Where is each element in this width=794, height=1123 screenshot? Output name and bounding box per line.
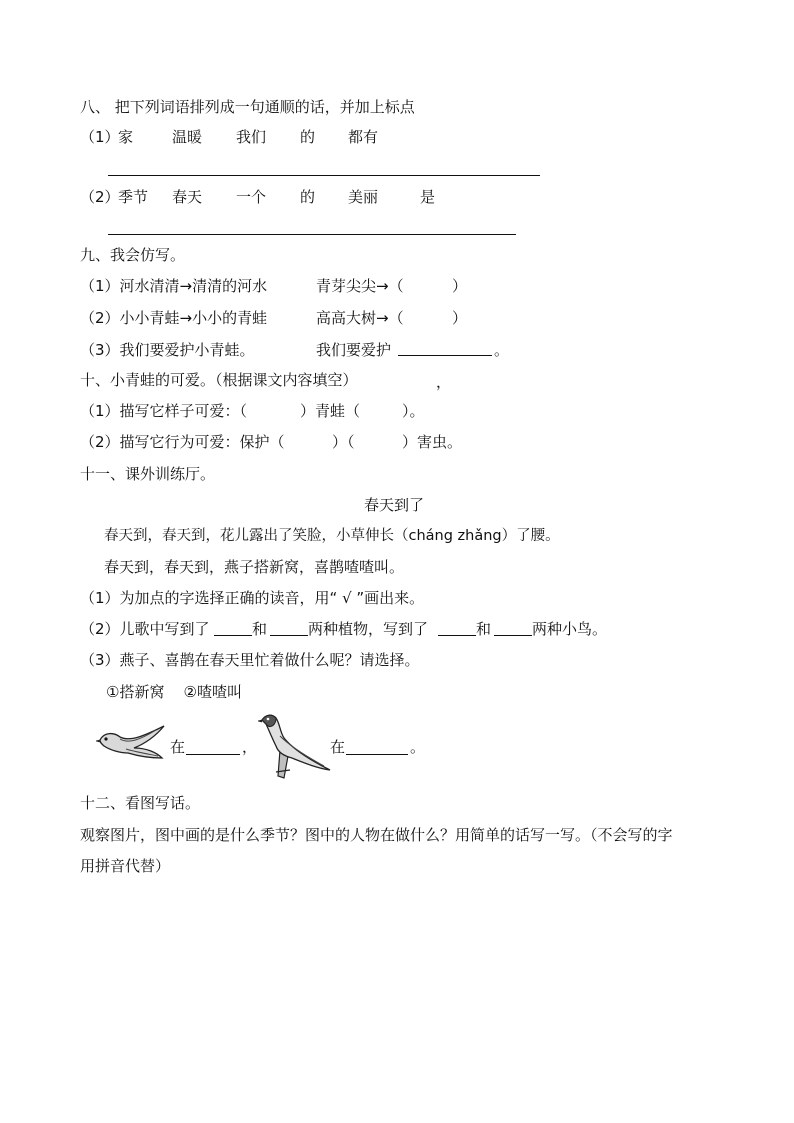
q8-item2-word: 的 — [300, 188, 316, 206]
q8-item1-number: （1） — [80, 128, 120, 146]
q10-line2-end: ）害虫。 — [402, 433, 463, 451]
swallow-answer-label: 在 — [170, 738, 186, 756]
q8-item1-answer-line[interactable] — [108, 175, 540, 176]
poem-title: 春天到了 — [364, 496, 425, 514]
q10-line2-mid: ）（ — [332, 433, 355, 451]
q8-title: 八、 把下列词语排列成一句通顺的话，并加上标点 — [80, 98, 415, 116]
q10-line1-start: （1）描写它样子可爱：（ — [80, 402, 248, 420]
swallow-icon — [96, 722, 168, 764]
q11-end: 。 — [410, 738, 426, 756]
q8-item2-answer-line[interactable] — [108, 234, 516, 235]
q9-prompt3-end: 。 — [494, 341, 510, 359]
q11-sub1: （1）为加点的字选择正确的读音，用“ √ ”画出来。 — [80, 589, 425, 607]
q9-title: 九、我会仿写。 — [80, 246, 186, 264]
magpie-icon — [258, 712, 334, 780]
q8-item2-word: 美丽 — [348, 188, 379, 206]
q11-sub2-end: 两种小鸟。 — [532, 620, 608, 638]
q12-instructions-line1: 观察图片，图中画的是什么季节？图中的人物在做什么？用简单的话写一写。（不会写的字 — [80, 826, 673, 844]
q9-example3: （3）我们要爱护小青蛙。 — [80, 341, 255, 359]
q8-item1-word: 都有 — [348, 128, 379, 146]
q8-item2-word: 是 — [420, 188, 436, 206]
q8-item2-word: 一个 — [236, 188, 267, 206]
q9-example2: （2）小小青蛙→小小的青蛙 — [80, 309, 268, 327]
q9-blank3[interactable] — [398, 355, 492, 356]
q12-title: 十二、看图写话。 — [80, 794, 201, 812]
q11-sub3: （3）燕子、喜鹊在春天里忙着做什么呢？请选择。 — [80, 651, 420, 669]
q11-blank-plant1[interactable] — [214, 635, 252, 636]
q8-item1-word: 的 — [300, 128, 316, 146]
q11-sub2-mid: 两种植物，写到了 — [308, 620, 429, 638]
q11-sub2-and1: 和 — [252, 620, 268, 638]
q11-sub2-and2: 和 — [476, 620, 492, 638]
magpie-answer-label: 在 — [330, 738, 346, 756]
q11-blank-bird1[interactable] — [438, 635, 476, 636]
q11-blank-plant2[interactable] — [270, 635, 308, 636]
q11-sep: ， — [242, 738, 258, 756]
q10-line1-mid: ）青蛙（ — [300, 402, 361, 420]
q11-title: 十一、课外训练厅。 — [80, 465, 216, 483]
q8-item1-word: 我们 — [236, 128, 267, 146]
q11-blank-bird2[interactable] — [494, 635, 532, 636]
poem-line1: 春天到，春天到，花儿露出了笑脸，小草伸长（cháng zhǎng）了腰。 — [104, 528, 560, 544]
q9-prompt2-close: ） — [452, 309, 468, 327]
q9-prompt2: 高高大树→（ — [316, 309, 404, 327]
q10-stray-comma: ， — [436, 373, 452, 391]
q11-sub2-start: （2）儿歌中写到了 — [80, 620, 210, 638]
q10-title: 十、小青蛙的可爱。（根据课文内容填空） — [80, 371, 358, 389]
q12-instructions-line2: 用拼音代替） — [80, 857, 171, 875]
q8-item2-word: 春天 — [172, 188, 203, 206]
q8-item1-word: 家 — [118, 128, 134, 146]
q8-item1-word: 温暖 — [172, 128, 203, 146]
q9-prompt1: 青芽尖尖→（ — [316, 277, 404, 295]
q11-options: ①搭新窝 ②喳喳叫 — [106, 683, 242, 701]
q8-item2-number: （2） — [80, 188, 120, 206]
swallow-answer-blank[interactable] — [186, 754, 240, 755]
q9-prompt3: 我们要爱护 — [316, 341, 392, 359]
q10-line2-start: （2）描写它行为可爱：保护（ — [80, 433, 285, 451]
q10-line1-end: ）。 — [402, 402, 425, 420]
magpie-answer-blank[interactable] — [346, 754, 408, 755]
q8-item2-word: 季节 — [118, 188, 149, 206]
poem-line2: 春天到，春天到，燕子搭新窝，喜鹊喳喳叫。 — [104, 558, 405, 576]
q9-prompt1-close: ） — [452, 277, 468, 295]
q9-example1: （1）河水清清→清清的河水 — [80, 277, 268, 295]
